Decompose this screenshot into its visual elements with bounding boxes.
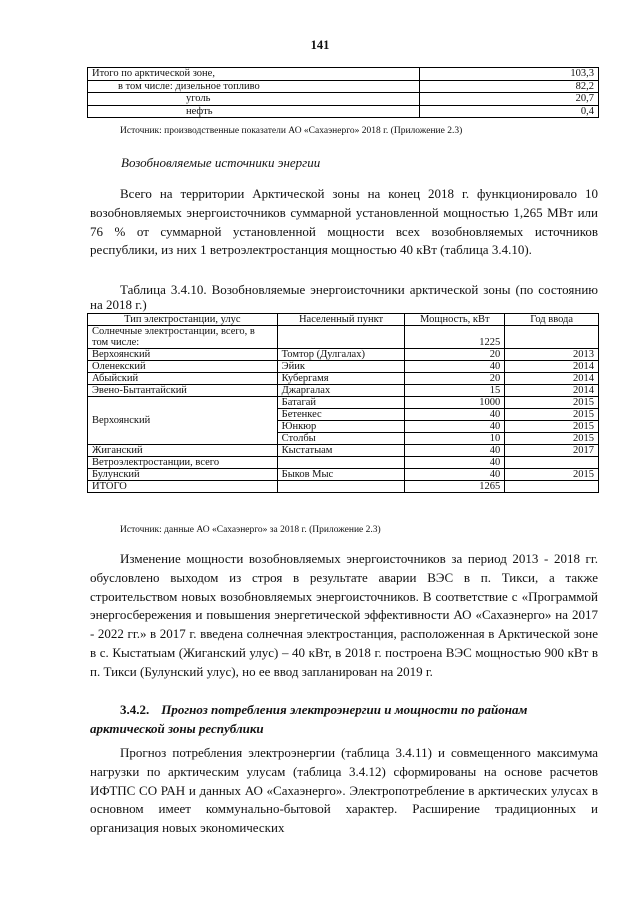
year-cell: 2015 bbox=[505, 469, 599, 481]
table-row bbox=[88, 373, 599, 385]
table-row bbox=[88, 385, 599, 397]
table-row bbox=[88, 326, 599, 349]
power-cell: 1000 bbox=[405, 397, 505, 409]
table-row bbox=[88, 457, 599, 469]
year-cell: 2015 bbox=[505, 409, 599, 421]
paragraph: Прогноз потребления электроэнергии (таблица 3.4.11) и совмещенного максимума нагрузки по арктическим улусам (таблица 3.4.12) сформированы на основе расчетов ИФТПС СО РАН и данных АО «Сахаэнерго». Электропотребление в арктических улусах в основном имеет коммунально-бытовой характер. Расширение традиционных и организация новых экономических bbox=[90, 745, 598, 836]
row-label: уголь bbox=[88, 93, 420, 106]
year-cell: 2017 bbox=[505, 445, 599, 457]
table-row bbox=[88, 105, 599, 118]
year-cell: 2015 bbox=[505, 433, 599, 445]
ulus-cell: Эвено-Бытантайский bbox=[88, 385, 278, 397]
renewable-sources-table bbox=[87, 313, 599, 493]
total-label: ИТОГО bbox=[88, 481, 278, 493]
total-power: 1265 bbox=[405, 481, 505, 493]
paragraph: Всего на территории Арктической зоны на конец 2018 г. функционировало 10 возобновляемых энергоисточников суммарной установленной мощностью 1,265 МВт или 76 % от суммарной установленной мощности всех возобновляемых источников республики, из них 1 ветроэлектростанция мощностью 40 кВт (таблица 3.4.10). bbox=[90, 186, 598, 258]
solar-total-label: Солнечные электростанции, всего, в том числе: bbox=[88, 326, 278, 349]
wind-total-power: 40 bbox=[405, 457, 505, 469]
ulus-cell: Булунский bbox=[88, 469, 278, 481]
power-cell: 40 bbox=[405, 409, 505, 421]
column-header: Год ввода bbox=[505, 314, 599, 326]
subsection-heading bbox=[90, 700, 598, 738]
table-row bbox=[88, 349, 599, 361]
table-caption: Таблица 3.4.10. Возобновляемые энергоисточники арктической зоны (по состоянию на 2018 г.) bbox=[90, 282, 598, 312]
year-cell: 2014 bbox=[505, 361, 599, 373]
table-header-row bbox=[88, 314, 599, 326]
wind-total-label: Ветроэлектростанции, всего bbox=[88, 457, 278, 469]
table-source-note: Источник: производственные показатели АО «Сахаэнерго» 2018 г. (Приложение 2.3) bbox=[120, 126, 463, 136]
place-cell: Столбы bbox=[277, 433, 405, 445]
place-cell: Бетенкес bbox=[277, 409, 405, 421]
table-row bbox=[88, 469, 599, 481]
column-header: Населенный пункт bbox=[277, 314, 405, 326]
row-label: Итого по арктической зоне, bbox=[88, 68, 420, 81]
power-cell: 20 bbox=[405, 349, 505, 361]
power-cell: 15 bbox=[405, 385, 505, 397]
place-cell: Кубергамя bbox=[277, 373, 405, 385]
row-label: в том числе: дизельное топливо bbox=[88, 80, 420, 93]
row-value: 103,3 bbox=[420, 68, 599, 81]
row-value: 20,7 bbox=[420, 93, 599, 106]
page-number: 141 bbox=[310, 38, 330, 52]
table-row bbox=[88, 93, 599, 106]
power-cell: 40 bbox=[405, 421, 505, 433]
fuel-consumption-table bbox=[87, 67, 599, 118]
power-cell: 20 bbox=[405, 373, 505, 385]
section-title: Возобновляемые источники энергии bbox=[121, 155, 321, 170]
table-row bbox=[88, 397, 599, 409]
ulus-cell: Оленекский bbox=[88, 361, 278, 373]
row-value: 0,4 bbox=[420, 105, 599, 118]
column-header: Тип электростанции, улус bbox=[88, 314, 278, 326]
place-cell: Эйик bbox=[277, 361, 405, 373]
power-cell: 40 bbox=[405, 469, 505, 481]
year-cell: 2013 bbox=[505, 349, 599, 361]
ulus-cell: Жиганский bbox=[88, 445, 278, 457]
column-header: Мощность, кВт bbox=[405, 314, 505, 326]
table-row bbox=[88, 68, 599, 81]
table-row bbox=[88, 80, 599, 93]
place-cell: Быков Мыс bbox=[277, 469, 405, 481]
ulus-cell: Верхоянский bbox=[88, 349, 278, 361]
subsection-number: 3.4.2. bbox=[120, 702, 150, 717]
ulus-cell: Верхоянский bbox=[88, 397, 278, 445]
power-cell: 10 bbox=[405, 433, 505, 445]
paragraph: Изменение мощности возобновляемых энергоисточников за период 2013 - 2018 гг. обусловлено выходом из строя в результате аварии ВЭС в п. Тикси, а также строительством новых возобновляемых энергоисточников. В соответствие с «Программой энергосбережения и повышения энергетической эффективности АО «Сахаэнерго» на 2017 - 2022 гг.» в 2017 г. введена солнечная электростанция, расположенная в Арктической зоне в с. Кыстатыам (Жиганский улус) – 40 кВт, в 2018 г. построена ВЭС мощностью 900 кВт в п. Тикси (Булунский улус), но ее ввод запланирован на 2019 г. bbox=[90, 551, 598, 679]
place-cell: Батагай bbox=[277, 397, 405, 409]
row-value: 82,2 bbox=[420, 80, 599, 93]
power-cell: 40 bbox=[405, 445, 505, 457]
place-cell: Томтор (Дулгалах) bbox=[277, 349, 405, 361]
year-cell: 2015 bbox=[505, 397, 599, 409]
table-row bbox=[88, 361, 599, 373]
solar-total-power: 1225 bbox=[405, 326, 505, 349]
power-cell: 40 bbox=[405, 361, 505, 373]
year-cell: 2014 bbox=[505, 373, 599, 385]
row-label: нефть bbox=[88, 105, 420, 118]
subsection-title: Прогноз потребления электроэнергии и мощности по районам арктической зоны республики bbox=[90, 702, 528, 736]
table-source-note: Источник: данные АО «Сахаэнерго» за 2018 г. (Приложение 2.3) bbox=[120, 525, 381, 535]
table-total-row bbox=[88, 481, 599, 493]
place-cell: Джаргалах bbox=[277, 385, 405, 397]
place-cell: Юнкюр bbox=[277, 421, 405, 433]
year-cell: 2014 bbox=[505, 385, 599, 397]
table-row bbox=[88, 445, 599, 457]
year-cell: 2015 bbox=[505, 421, 599, 433]
place-cell: Кыстатыам bbox=[277, 445, 405, 457]
ulus-cell: Абыйский bbox=[88, 373, 278, 385]
